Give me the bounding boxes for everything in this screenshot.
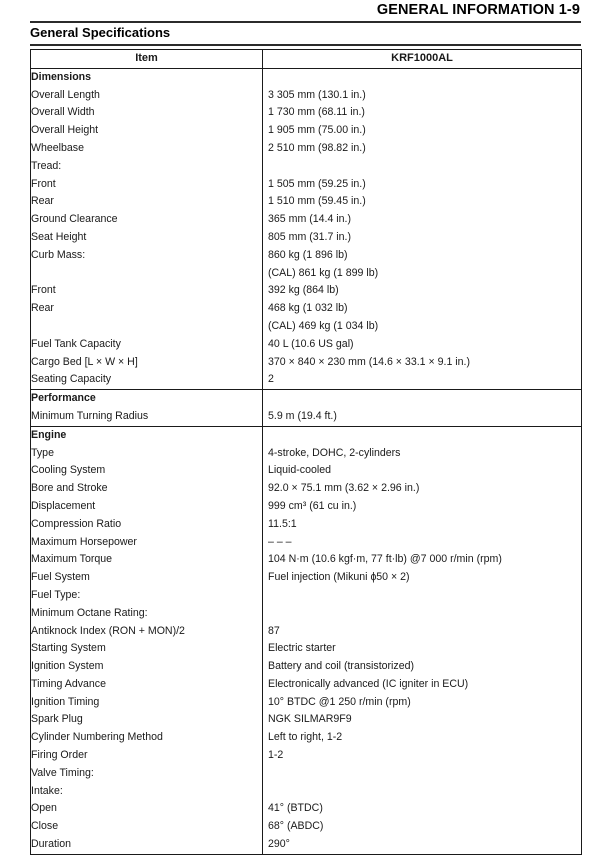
spec-item-value: 468 kg (1 032 lb) — [268, 302, 348, 315]
table-row — [31, 158, 582, 176]
spec-item-value: 1 730 mm (68.11 in.) — [268, 106, 365, 119]
spec-item-value: 10° BTDC @1 250 r/min (rpm) — [268, 695, 411, 708]
spec-item-value: Left to right, 1-2 — [268, 731, 343, 744]
section-header-label: Performance — [31, 390, 263, 408]
table-row — [31, 229, 582, 247]
spec-item-label: Minimum Octane Rating: — [31, 605, 263, 623]
spec-item-label: Cylinder Numbering Method — [31, 729, 263, 747]
spec-item-label: Bore and Stroke — [31, 480, 263, 498]
page-title: General Specifications — [30, 25, 171, 40]
spec-item-label: Tread: — [31, 158, 263, 176]
table-row — [31, 87, 582, 105]
table-row — [31, 711, 582, 729]
spec-item-value: NGK SILMAR9F9 — [268, 713, 352, 726]
spec-item-value: 40 L (10.6 US gal) — [268, 337, 354, 350]
spec-item-value: 87 — [268, 624, 280, 637]
spec-item-value: Battery and coil (transistorized) — [268, 660, 415, 673]
table-row — [31, 354, 582, 372]
table-row — [31, 587, 582, 605]
spec-item-value: (CAL) 861 kg (1 899 lb) — [268, 266, 379, 279]
spec-item-label: Maximum Torque — [31, 551, 263, 569]
table-row — [31, 534, 582, 552]
table-row — [31, 640, 582, 658]
column-header-model: KRF1000AL — [391, 52, 453, 64]
spec-item-value — [263, 587, 582, 605]
spec-item-value: 999 cm³ (61 cu in.) — [268, 499, 357, 512]
spec-item-value: (CAL) 469 kg (1 034 lb) — [268, 319, 379, 332]
section-header-label: Dimensions — [31, 68, 263, 86]
spec-item-label: Ignition Timing — [31, 694, 263, 712]
table-row — [31, 247, 582, 265]
spec-item-value: 1 505 mm (59.25 in.) — [268, 177, 366, 190]
table-row — [31, 605, 582, 623]
table-row — [31, 371, 582, 389]
table-row — [31, 193, 582, 211]
spec-item-label: Wheelbase — [31, 140, 263, 158]
spec-item-value: 1 905 mm (75.00 in.) — [268, 124, 366, 137]
spec-item-value: – – – — [268, 535, 292, 548]
spec-item-label: Intake: — [31, 783, 263, 801]
spec-item-label: Fuel Type: — [31, 587, 263, 605]
header-rule-top — [30, 21, 581, 23]
spec-item-label: Seating Capacity — [31, 371, 263, 389]
spec-item-label — [31, 265, 263, 283]
running-header: GENERAL INFORMATION 1-9 — [376, 2, 580, 18]
table-row — [31, 658, 582, 676]
spec-item-value: 365 mm (14.4 in.) — [268, 213, 352, 226]
spec-item-label: Curb Mass: — [31, 247, 263, 265]
spec-item-label: Seat Height — [31, 229, 263, 247]
spec-item-label — [31, 318, 263, 336]
spec-item-value — [263, 68, 582, 86]
spec-item-label: Front — [31, 282, 263, 300]
spec-item-label: Overall Length — [31, 87, 263, 105]
spec-item-value: Fuel injection (Mikuni ɸ50 × 2) — [268, 571, 410, 584]
spec-item-value — [263, 783, 582, 801]
table-row — [31, 282, 582, 300]
spec-item-value: 860 kg (1 896 lb) — [268, 248, 348, 261]
table-row — [31, 122, 582, 140]
spec-item-label: Maximum Horsepower — [31, 534, 263, 552]
spec-item-label: Open — [31, 800, 263, 818]
spec-item-label: Cooling System — [31, 462, 263, 480]
table-row — [31, 516, 582, 534]
table-row — [31, 747, 582, 765]
spec-item-label: Compression Ratio — [31, 516, 263, 534]
table-row — [31, 783, 582, 801]
table-row — [31, 694, 582, 712]
spec-item-value: 92.0 × 75.1 mm (3.62 × 2.96 in.) — [268, 482, 420, 495]
table-row — [31, 445, 582, 463]
spec-item-label: Starting System — [31, 640, 263, 658]
spec-item-value: 370 × 840 × 230 mm (14.6 × 33.1 × 9.1 in.) — [268, 355, 471, 368]
spec-item-value: Electronically advanced (IC igniter in ECU) — [268, 677, 469, 690]
spec-item-value: 4-stroke, DOHC, 2-cylinders — [268, 446, 401, 459]
table-row — [31, 68, 582, 86]
table-row — [31, 318, 582, 336]
spec-item-value: 2 510 mm (98.82 in.) — [268, 141, 366, 154]
spec-item-label: Type — [31, 445, 263, 463]
table-row — [31, 569, 582, 587]
spec-item-label: Rear — [31, 300, 263, 318]
spec-item-value — [263, 605, 582, 623]
table-row — [31, 800, 582, 818]
spec-item-label: Cargo Bed [L × W × H] — [31, 354, 263, 372]
spec-item-label: Duration — [31, 836, 263, 854]
spec-item-label: Displacement — [31, 498, 263, 516]
spec-item-label: Antiknock Index (RON + MON)/2 — [31, 623, 263, 641]
table-row — [31, 140, 582, 158]
spec-item-value: Liquid-cooled — [268, 464, 332, 477]
table-row — [31, 300, 582, 318]
spec-item-value — [263, 158, 582, 176]
spec-item-value: 805 mm (31.7 in.) — [268, 230, 352, 243]
spec-item-value — [263, 426, 582, 444]
spec-item-value: 2 — [268, 373, 274, 386]
table-row — [31, 336, 582, 354]
table-row — [31, 623, 582, 641]
spec-item-value: 1 510 mm (59.45 in.) — [268, 195, 366, 208]
spec-item-label: Rear — [31, 193, 263, 211]
table-row — [31, 265, 582, 283]
table-header-row — [31, 50, 582, 69]
table-row — [31, 676, 582, 694]
specifications-table — [30, 49, 582, 855]
spec-item-label: Timing Advance — [31, 676, 263, 694]
spec-item-label: Spark Plug — [31, 711, 263, 729]
table-row — [31, 176, 582, 194]
spec-item-value: Electric starter — [268, 642, 336, 655]
spec-item-value: 104 N·m (10.6 kgf·m, 77 ft·lb) @7 000 r/min (rpm) — [268, 553, 502, 566]
table-row — [31, 480, 582, 498]
column-header-item: Item — [31, 50, 263, 69]
spec-item-value — [263, 765, 582, 783]
spec-item-label: Ignition System — [31, 658, 263, 676]
section-header-label: Engine — [31, 426, 263, 444]
spec-item-value: 5.9 m (19.4 ft.) — [268, 409, 337, 422]
spec-item-value: 11.5:1 — [268, 517, 297, 530]
header-rule-bottom — [30, 44, 581, 46]
spec-item-label: Overall Height — [31, 122, 263, 140]
table-row — [31, 729, 582, 747]
spec-item-label: Overall Width — [31, 104, 263, 122]
spec-item-label: Fuel Tank Capacity — [31, 336, 263, 354]
table-row — [31, 551, 582, 569]
spec-item-label: Close — [31, 818, 263, 836]
spec-item-value: 41° (BTDC) — [268, 802, 323, 815]
spec-item-label: Valve Timing: — [31, 765, 263, 783]
spec-item-label: Minimum Turning Radius — [31, 408, 263, 426]
spec-item-value: 3 305 mm (130.1 in.) — [268, 88, 366, 101]
table-row — [31, 104, 582, 122]
spec-item-label: Fuel System — [31, 569, 263, 587]
spec-item-value: 68° (ABDC) — [268, 820, 324, 833]
spec-item-label: Ground Clearance — [31, 211, 263, 229]
table-row — [31, 765, 582, 783]
table-row — [31, 408, 582, 426]
table-row — [31, 818, 582, 836]
spec-item-label: Front — [31, 176, 263, 194]
table-body — [31, 68, 582, 854]
spec-item-value — [263, 390, 582, 408]
table-row — [31, 498, 582, 516]
spec-item-label: Firing Order — [31, 747, 263, 765]
spec-item-value: 392 kg (864 lb) — [268, 284, 339, 297]
table-row — [31, 390, 582, 408]
table-row — [31, 462, 582, 480]
table-row — [31, 426, 582, 444]
spec-item-value: 1-2 — [268, 749, 284, 762]
table-header — [31, 50, 582, 69]
spec-item-value: 290° — [268, 838, 290, 851]
table-row — [31, 211, 582, 229]
